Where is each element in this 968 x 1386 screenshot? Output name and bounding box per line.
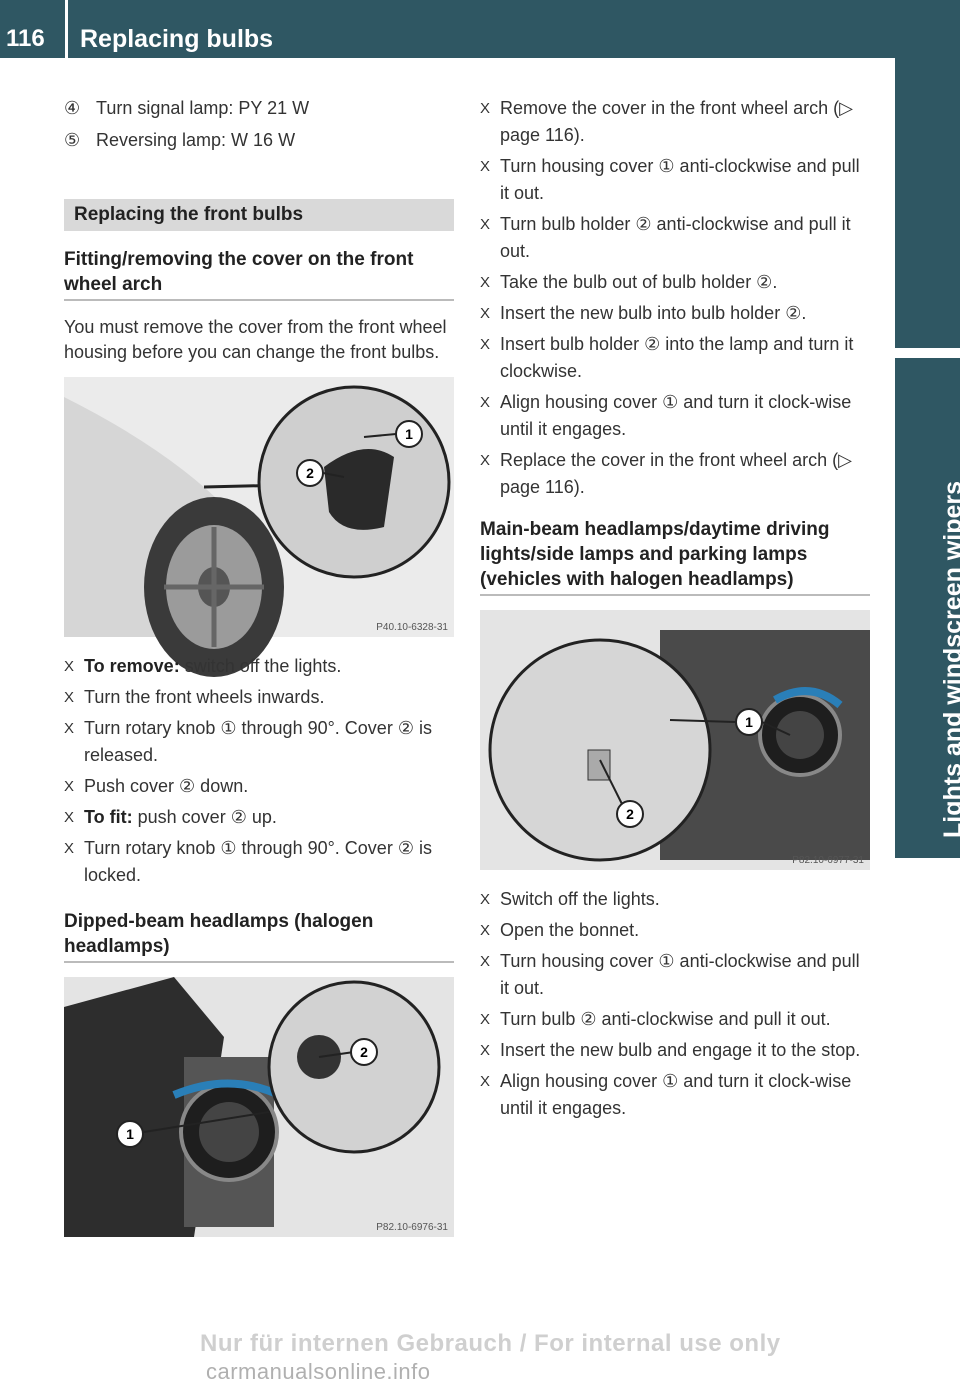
main-beam-illustration [480,610,870,870]
step-arrow-icon: X [480,891,491,908]
step-item [64,835,454,889]
section-heading: Replacing the front bulbs [64,199,454,231]
figure-code: P82.10-6977-31 [792,855,864,866]
step-text: Align housing cover ① and turn it clock-wise until it engages. [500,392,852,439]
step-arrow-icon: X [64,778,75,795]
step-arrow-icon: X [64,658,75,675]
step-arrow-icon: X [480,305,491,322]
callout-1: 1 [405,426,413,442]
step-item [480,948,870,1002]
figure-code: P40.10-6328-31 [376,622,448,633]
step-arrow-icon: X [64,809,75,826]
subsection-heading-wheel-arch: Fitting/removing the cover on the front wheel arch [64,247,454,301]
page-header [0,0,960,58]
step-item [480,917,870,944]
step-arrow-icon: X [480,953,491,970]
wheel-arch-illustration [64,377,454,637]
step-text: Align housing cover ① and turn it clock-wise until it engages. [500,1071,852,1118]
step-text: Turn bulb ② anti-clockwise and pull it out. [500,1009,831,1029]
step-item [64,653,454,680]
step-bold: To fit: [84,807,133,827]
figure-main-beam [480,610,870,870]
lamp-text: Reversing lamp: W 16 W [96,130,296,150]
step-item [480,300,870,327]
step-item [480,269,870,296]
step-text: push cover ② up. [132,807,277,827]
callout-number: ⑤ [64,130,81,150]
subsection-heading-dipped-beam: Dipped-beam headlamps (halogen headlamps) [64,909,454,963]
step-arrow-icon: X [480,922,491,939]
step-item [64,684,454,711]
step-text: Push cover ② down. [84,776,249,796]
step-text: Turn bulb holder ② anti-clockwise and pull it out. [500,214,851,261]
step-text: Turn housing cover ① anti-clockwise and pull it out. [500,156,860,203]
callout-1: 1 [745,714,753,730]
step-text: Turn rotary knob ① through 90°. Cover ② is locked. [84,838,432,885]
chapter-label: Lights and windscreen wipers [939,480,967,838]
step-text: Turn housing cover ① anti-clockwise and pull it out. [500,951,860,998]
step-text: Insert the new bulb into bulb holder ②. [500,303,807,323]
step-text: Insert bulb holder ② into the lamp and turn it clockwise. [500,334,854,381]
callout-number: ④ [64,98,81,118]
step-arrow-icon: X [64,720,75,737]
step-item [480,211,870,265]
side-tab-block-top [895,58,960,348]
chapter-side-tab [895,58,967,1362]
steps-dipped-beam [480,95,870,501]
dipped-beam-illustration [64,977,454,1237]
left-column [64,95,454,1237]
step-item [480,1037,870,1064]
figure-dipped-beam [64,977,454,1237]
step-item [480,153,870,207]
steps-wheel-arch [64,653,454,889]
step-arrow-icon: X [64,689,75,706]
callout-1: 1 [126,1126,134,1142]
step-arrow-icon: X [480,394,491,411]
step-text: Take the bulb out of bulb holder ②. [500,272,778,292]
step-text: Open the bonnet. [500,920,640,940]
lamp-item-4 [64,95,454,122]
page-footer [200,1330,960,1386]
footer-text: Nur für internen Gebrauch / For internal use only [200,1330,781,1357]
step-bold: To remove: [84,656,180,676]
step-item [480,1006,870,1033]
step-arrow-icon: X [64,840,75,857]
figure-wheel-arch [64,377,454,637]
lamp-item-5 [64,127,454,154]
right-column [480,95,870,1126]
page-title: Replacing bulbs [80,25,274,53]
step-text: Remove the cover in the front wheel arch (▷ page 116). [500,98,854,145]
step-arrow-icon: X [480,216,491,233]
step-item [480,95,870,149]
step-text: switch off the lights. [179,656,342,676]
callout-2: 2 [306,465,314,481]
figure-code: P82.10-6976-31 [376,1222,448,1233]
step-text: Switch off the lights. [500,889,660,909]
step-arrow-icon: X [480,1073,491,1090]
step-arrow-icon: X [480,1011,491,1028]
step-arrow-icon: X [480,1042,491,1059]
step-arrow-icon: X [480,336,491,353]
step-text: Turn rotary knob ① through 90°. Cover ② is released. [84,718,432,765]
intro-paragraph: You must remove the cover from the front wheel housing before you can change the front bulbs. [64,317,447,362]
step-item [64,804,454,831]
step-item [480,447,870,501]
step-arrow-icon: X [480,100,491,117]
step-item [480,886,870,913]
header-divider [65,0,68,58]
step-item [480,331,870,385]
callout-2: 2 [626,806,634,822]
step-arrow-icon: X [480,452,491,469]
step-arrow-icon: X [480,158,491,175]
step-item [480,1068,870,1122]
step-item [64,715,454,769]
page-number: 116 [6,25,45,52]
step-text: Replace the cover in the front wheel arch (▷ page 116). [500,450,853,497]
step-item [64,773,454,800]
step-item [480,389,870,443]
steps-main-beam [480,886,870,1122]
watermark: carmanualsonline.info [206,1359,431,1384]
lamp-text: Turn signal lamp: PY 21 W [96,98,310,118]
step-text: Insert the new bulb and engage it to the stop. [500,1040,861,1060]
step-arrow-icon: X [480,274,491,291]
subsection-heading-main-beam: Main-beam headlamps/daytime driving lights/side lamps and parking lamps (vehicles with halogen headlamps) [480,517,870,596]
callout-2: 2 [360,1044,368,1060]
step-text: Turn the front wheels inwards. [84,687,325,707]
